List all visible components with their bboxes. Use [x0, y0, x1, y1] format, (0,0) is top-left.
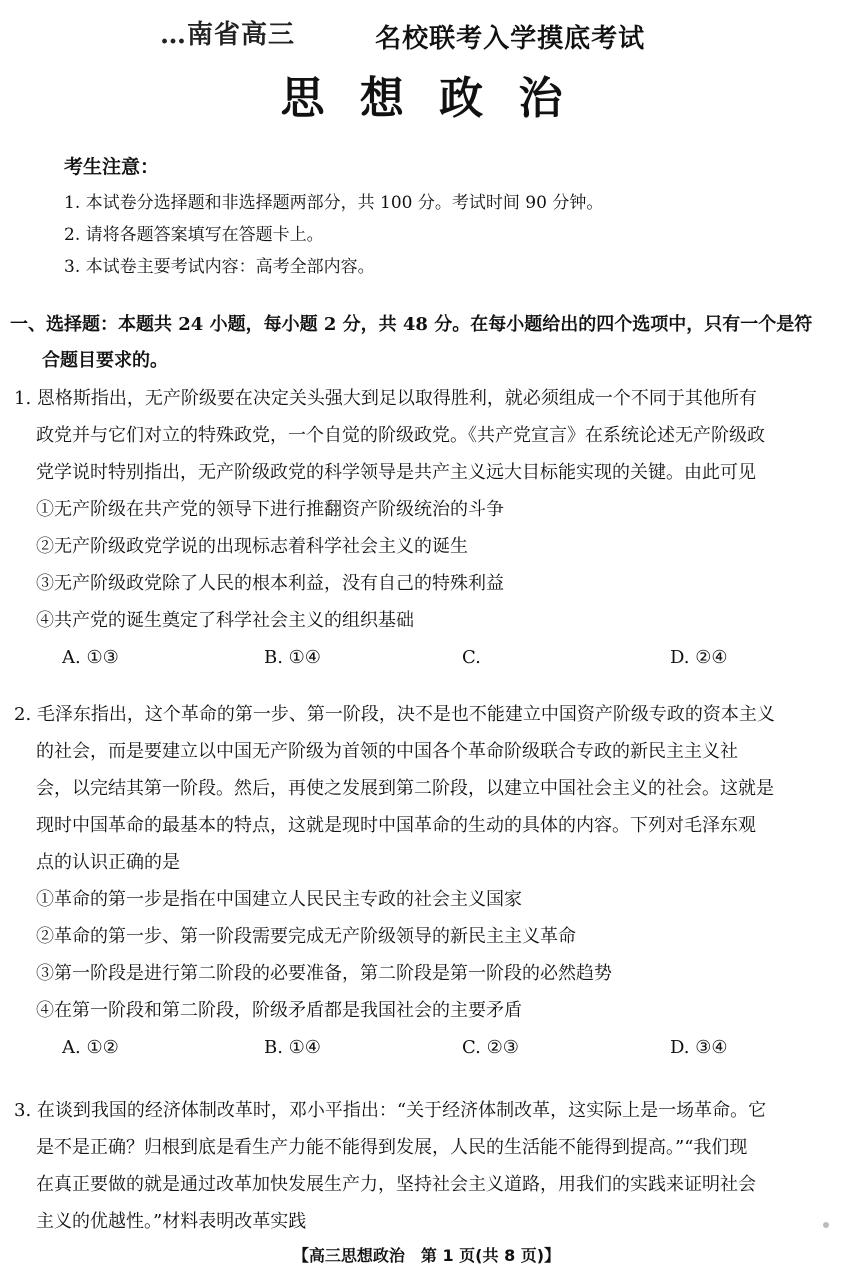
question-text-line: 2. 毛泽东指出，这个革命的第一步、第一阶段，决不是也不能建立中国资产阶级专政的资本主义 [14, 704, 775, 725]
choice-b: B. ①④ [264, 1037, 321, 1058]
statement-option: ②革命的第一步、第一阶段需要完成无产阶级领导的新民主主义革命 [36, 926, 576, 947]
section-line: 一、选择题：本题共 24 小题，每小题 2 分，共 48 分。在每小题给出的四个选项中，只有一个是符 [10, 314, 813, 335]
notes-heading: 考生注意： [64, 156, 160, 178]
note-item: 1. 本试卷分选择题和非选择题两部分，共 100 分。考试时间 90 分钟。 [64, 193, 604, 213]
note-item: 2. 请将各题答案填写在答题卡上。 [64, 225, 324, 245]
question-text-line: 会，以完结其第一阶段。然后，再使之发展到第二阶段，以建立中国社会主义的社会。这就是 [36, 778, 774, 799]
choice-b: B. ①④ [264, 647, 321, 668]
question-text-line: 主义的优越性。”材料表明改革实践 [36, 1211, 307, 1232]
candidate-notes [64, 152, 603, 283]
statement-option: ①无产阶级在共产党的领导下进行推翻资产阶级统治的斗争 [36, 499, 504, 520]
question-text-line: 现时中国革命的最基本的特点，这就是现时中国革命的生动的具体的内容。下列对毛泽东观 [36, 815, 756, 836]
statement-option: ②无产阶级政党学说的出现标志着科学社会主义的诞生 [36, 536, 468, 557]
question-text-line: 是不是正确？归根到底是看生产力能不能得到发展，人民的生活能不能得到提高。”“我们现 [36, 1137, 748, 1158]
statement-option: ①革命的第一步是指在中国建立人民民主专政的社会主义国家 [36, 889, 522, 910]
choice-c: C. [462, 647, 481, 668]
question-text-line: 1. 恩格斯指出，无产阶级要在决定关头强大到足以取得胜利，就必须组成一个不同于其他所有 [14, 388, 757, 409]
answer-choices [14, 1029, 842, 1066]
choice-d: D. ②④ [670, 647, 728, 668]
question-3 [14, 1092, 842, 1240]
statement-option: ③无产阶级政党除了人民的根本利益，没有自己的特殊利益 [36, 573, 504, 594]
choice-d: D. ③④ [670, 1037, 728, 1058]
note-item: 3. 本试卷主要考试内容：高考全部内容。 [64, 257, 375, 277]
question-text-line: 在真正要做的就是通过改革加快发展生产力，坚持社会主义道路，用我们的实践来证明社会 [36, 1174, 756, 1195]
question-2 [14, 696, 842, 1066]
answer-choices [14, 639, 842, 676]
question-text-line: 政党并与它们对立的特殊政党，一个自觉的阶级政党。《共产党宣言》在系统论述无产阶级政 [36, 425, 765, 446]
exam-header-left: …南省高三 [160, 20, 296, 50]
statement-option: ③第一阶段是进行第二阶段的必要准备，第二阶段是第一阶段的必然趋势 [36, 963, 612, 984]
statement-option: ④共产党的诞生奠定了科学社会主义的组织基础 [36, 610, 414, 631]
question-text-line: 点的认识正确的是 [36, 852, 180, 873]
subject-title: 思 想 政 治 [280, 73, 573, 124]
choice-a: A. ①③ [62, 647, 119, 668]
question-text-line: 3. 在谈到我国的经济体制改革时，邓小平指出：“关于经济体制改革，这实际上是一场革命。它 [14, 1100, 767, 1121]
question-text-line: 党学说时特别指出，无产阶级政党的科学领导是共产主义远大目标能实现的关键。由此可见 [36, 462, 756, 483]
exam-header-right: 名校联考入学摸底考试 [375, 24, 646, 54]
section-line: 合题目要求的。 [42, 350, 168, 371]
choice-a: A. ①② [62, 1037, 119, 1058]
statement-option: ④在第一阶段和第二阶段，阶级矛盾都是我国社会的主要矛盾 [36, 1000, 522, 1021]
question-text-line: 的社会，而是要建立以中国无产阶级为首领的中国各个革命阶级联合专政的新民主主义社 [36, 741, 738, 762]
section-instructions [10, 307, 840, 379]
exam-header [160, 18, 645, 55]
question-1 [14, 380, 842, 676]
choice-c: C. ②③ [462, 1037, 519, 1058]
scan-speck [823, 1222, 829, 1228]
page-footer: 【高三思想政治 第 1 页(共 8 页)】 [292, 1246, 561, 1265]
